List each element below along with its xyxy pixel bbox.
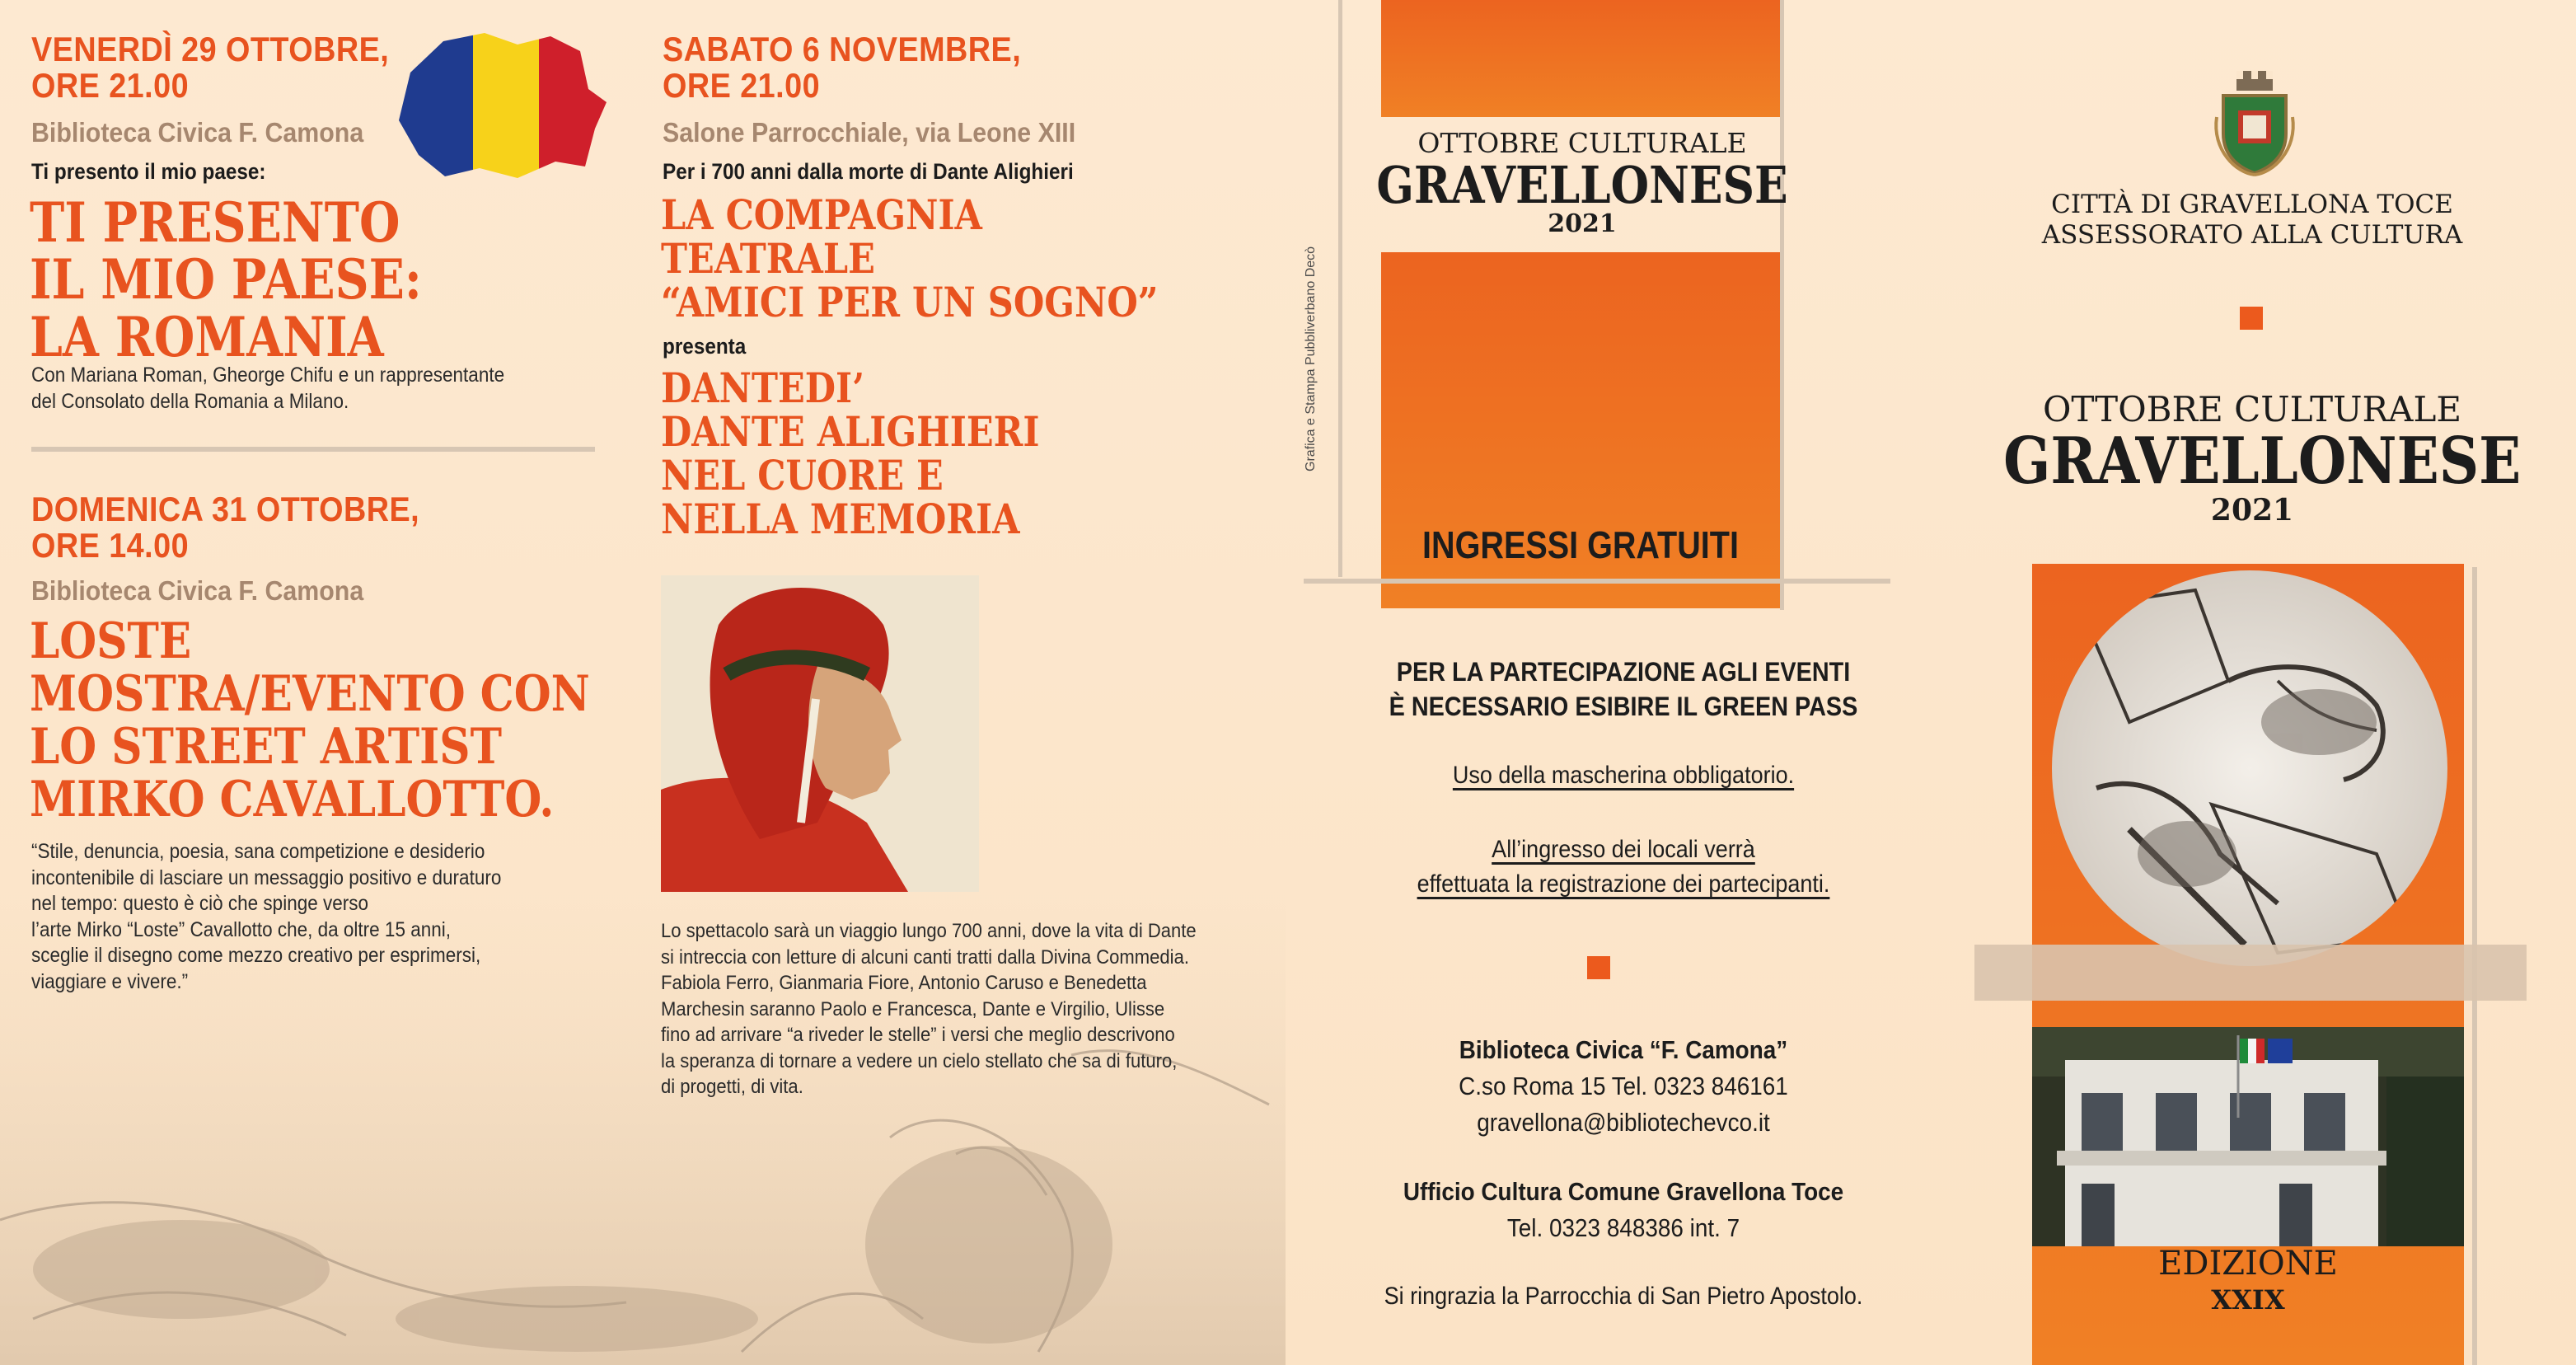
event2-title: LOSTE MOSTRA/EVENTO CON LO STREET ARTIST MIRKO CAVALLOTTO. — [30, 612, 590, 828]
event3-date: SABATO 6 NOVEMBRE, ORE 21.00 — [663, 30, 1022, 105]
event1-date: VENERDÌ 29 OTTOBRE, ORE 21.00 — [31, 30, 390, 105]
event3-subtitle: DANTEDI’ DANTE ALIGHIERI NEL CUORE E NELLA MEMORIA — [661, 364, 1040, 543]
registration-notice: All’ingresso dei locali verrà effettuata la registrazione dei partecipanti. — [1417, 836, 1830, 898]
flag-white — [2248, 1039, 2256, 1063]
cover-title-main: GRAVELLONESE — [2003, 424, 2522, 499]
city-name-header: CITTÀ DI GRAVELLONA TOCE ASSESSORATO ALLA CULTURA — [2041, 190, 2463, 250]
top-orange-block — [1381, 0, 1780, 117]
orange-square-marker — [1587, 956, 1610, 979]
event1-title: TI PRESENTO IL MIO PAESE: LA ROMANIA — [30, 190, 422, 369]
cover-title-top: OTTOBRE CULTURALE — [2042, 389, 2462, 429]
event1-description: Con Mariana Roman, Gheorge Chifu e un rappresentante del Consolato della Romania a Milano. — [31, 364, 505, 413]
panel3-horizontal-rule — [1304, 579, 1890, 584]
event3-description: Lo spettacolo sarà un viaggio lungo 700 anni, dove la vita di Dante si intreccia con letture di alcuni canti tratti dalla Divina Commedia. Fabiola Ferro, Gianmaria Fiore, Antonio Caruso e Benedetta Marchesin saranno Paolo e Francesca, Dante e Virgilio, Ulisse fino ad arrivare “a riveder le stelle” i versi che meglio descrivono la speranza di tornare a vedere un cielo stellato che sa di futuro, di progetti, di vita. — [661, 920, 1197, 1098]
edition-label: EDIZIONE — [2158, 1245, 2338, 1283]
city-coat-of-arms-icon — [2212, 68, 2297, 176]
thanks-note: Si ringrazia la Parrocchia di San Pietro Apostolo. — [1384, 1283, 1863, 1310]
cover-horizontal-band — [1974, 945, 2527, 1001]
panel-1 — [0, 0, 626, 1365]
title-top-label: OTTOBRE CULTURALE — [1417, 127, 1747, 159]
map-yellow-stripe — [473, 23, 539, 186]
event2-venue: Biblioteca Civica F. Camona — [31, 575, 364, 606]
event1-lead: Ti presento il mio paese: — [31, 159, 266, 184]
library-contact: Biblioteca Civica “F. Camona” C.so Roma 15 Tel. 0323 846161 gravellona@bibliotechevco.it — [1459, 1035, 1788, 1137]
library-building-photo — [2032, 1027, 2464, 1246]
edition-number: XXIX — [2211, 1284, 2285, 1316]
drawing-hands-circle-image — [2030, 557, 2456, 974]
panel3-vertical-rule-right — [1780, 0, 1784, 610]
free-entry-label: INGRESSI GRATUITI — [1422, 523, 1739, 566]
panel3-vertical-rule-left — [1338, 0, 1342, 577]
event1-venue: Biblioteca Civica F. Camona — [31, 117, 364, 148]
event3-venue: Salone Parrocchiale, via Leone XIII — [663, 117, 1076, 148]
title-year-label: 2021 — [1548, 209, 1617, 238]
mask-notice: Uso della mascherina obbligatorio. — [1452, 762, 1795, 789]
event2-description: “Stile, denuncia, poesia, sana competizione e desiderio incontenibile di lasciare un messaggio positivo e duraturo nel tempo: questo è ciò che spinge verso l’arte Mirko “Loste” Cavallotto che, da oltre 15 anni, sceglie il disegno come mezzo creativo per esprimersi, viaggiare e vivere.” — [31, 840, 502, 993]
flag-red — [2256, 1039, 2265, 1063]
office-contact: Ufficio Cultura Comune Gravellona Toce Tel. 0323 848386 int. 7 — [1403, 1177, 1844, 1242]
panel-4 — [1930, 0, 2576, 1365]
map-blue-stripe — [394, 23, 473, 186]
panel-2 — [626, 0, 1286, 1365]
cover-title-year: 2021 — [2210, 493, 2294, 528]
title-main-label: GRAVELLONESE — [1376, 155, 1788, 215]
orange-square-marker-2 — [2240, 307, 2263, 330]
event3-lead: Per i 700 anni dalla morte di Dante Alighieri — [663, 159, 1074, 184]
green-pass-notice: PER LA PARTECIPAZIONE AGLI EVENTI È NECESSARIO ESIBIRE IL GREEN PASS — [1389, 657, 1858, 721]
event3-presenta: presenta — [663, 334, 747, 359]
panel1-divider — [31, 447, 595, 452]
map-red-stripe — [539, 23, 610, 186]
dante-portrait-image — [661, 575, 979, 892]
panel-3 — [1286, 0, 1930, 1365]
print-credit-vertical: Grafica e Stampa Pubbliverbano Decò — [1304, 246, 1318, 471]
romania-flag-map-icon — [394, 23, 610, 186]
event3-title: LA COMPAGNIA TEATRALE “AMICI PER UN SOGNO” — [661, 190, 1159, 326]
flag-eu — [2268, 1039, 2293, 1063]
flag-green — [2240, 1039, 2248, 1063]
event2-date: DOMENICA 31 OTTOBRE, ORE 14.00 — [31, 490, 420, 565]
